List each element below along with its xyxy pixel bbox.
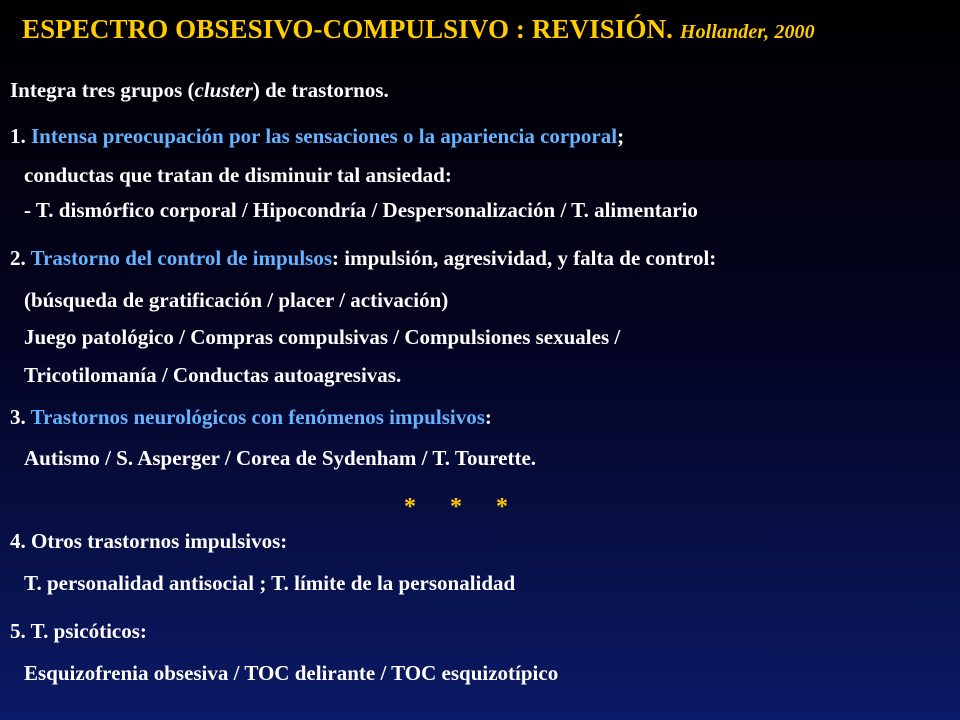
group1-heading: 1. Intensa preocupación por las sensaciones o la apariencia corporal;: [10, 124, 625, 148]
group5-line2: Esquizofrenia obsesiva / TOC delirante / TOC esquizotípico: [24, 661, 559, 685]
group5-heading: 5. T. psicóticos:: [10, 619, 147, 643]
group2-heading: 2. Trastorno del control de impulsos: impulsión, agresividad, y falta de control:: [10, 246, 717, 270]
title-author: Hollander, 2000: [679, 21, 815, 43]
group2-line4: Tricotilomanía / Conductas autoagresivas.: [24, 363, 402, 387]
separator-asterisks: * * *: [404, 494, 522, 520]
group2-highlight: Trastorno del control de impulsos: [30, 246, 333, 270]
title-text: ESPECTRO OBSESIVO-COMPULSIVO : REVISIÓN.: [22, 14, 674, 44]
group4-heading: 4. Otros trastornos impulsivos:: [10, 529, 288, 553]
group2-line3: Juego patológico / Compras compulsivas / Compulsiones sexuales /: [24, 325, 621, 349]
group3-heading: 3. Trastornos neurológicos con fenómenos impulsivos:: [10, 405, 492, 429]
group1-line2: conductas que tratan de disminuir tal ansiedad:: [24, 163, 452, 187]
group2-line2: (búsqueda de gratificación / placer / activación): [24, 288, 449, 312]
group3-line2: Autismo / S. Asperger / Corea de Sydenham / T. Tourette.: [24, 446, 537, 470]
group3-highlight: Trastornos neurológicos con fenómenos impulsivos: [30, 405, 485, 429]
intro-emphasis: cluster: [194, 78, 253, 102]
intro-line: Integra tres grupos (cluster) de trastornos.: [10, 78, 389, 102]
group4-line2: T. personalidad antisocial ; T. límite de la personalidad: [24, 571, 516, 595]
slide-title: [22, 13, 815, 48]
group1-line3: - T. dismórfico corporal / Hipocondría / Despersonalización / T. alimentario: [24, 198, 698, 222]
group1-highlight: Intensa preocupación por las sensaciones o la apariencia corporal: [31, 124, 618, 148]
